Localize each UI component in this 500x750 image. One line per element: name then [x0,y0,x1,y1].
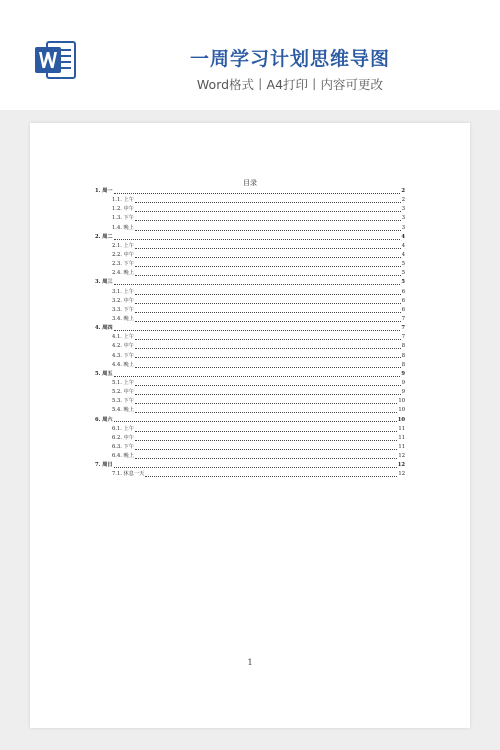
toc-entry-page: 5 [401,270,405,277]
toc-entry-label: 1.3. 下午 [112,215,134,222]
toc-entry-page: 6 [401,288,405,295]
toc-leader-dots [135,431,397,432]
toc-entry-page: 5 [401,261,405,268]
toc-entry-label: 2.4. 晚上 [112,270,134,277]
toc-leader-dots [135,202,401,203]
toc-leader-dots [135,294,401,295]
toc-entry-page: 4 [401,242,405,249]
toc-entry-page: 9 [401,370,405,377]
toc-entry-page: 4 [401,233,405,240]
toc-entry-page: 9 [401,389,405,396]
toc-entry-label: 5.1. 上午 [112,379,134,386]
toc-entry-label: 4. 周四 [95,325,113,332]
toc-leader-dots [135,211,401,212]
toc-heading: 目录 [243,179,257,187]
toc-leader-dots [135,394,401,395]
toc-leader-dots [135,367,401,368]
toc-entry-page: 3 [401,215,405,222]
toc-entry-subsection[interactable] [95,224,405,233]
toc-leader-dots [114,421,397,422]
toc-entry-label: 7. 周日 [95,462,113,469]
toc-leader-dots [135,321,401,322]
toc-entry-label: 5.4. 晚上 [112,407,134,414]
toc-entry-label: 5.3. 下午 [112,398,134,405]
toc-leader-dots [114,376,401,377]
toc-entry-subsection[interactable] [95,269,405,278]
toc-entry-section[interactable] [95,324,405,333]
page-number: 1 [247,658,253,667]
table-of-contents [95,187,405,480]
toc-entry-page: 11 [398,434,405,441]
toc-entry-page: 12 [397,462,405,469]
toc-entry-label: 6.1. 上午 [112,425,134,432]
toc-leader-dots [135,449,397,450]
toc-entry-subsection[interactable] [95,260,405,269]
toc-entry-subsection[interactable] [95,379,405,388]
toc-entry-subsection[interactable] [95,333,405,342]
toc-entry-page: 6 [401,297,405,304]
toc-entry-label: 2. 周二 [95,233,113,240]
toc-entry-subsection[interactable] [95,251,405,260]
toc-leader-dots [135,312,401,313]
toc-entry-page: 8 [401,352,405,359]
toc-entry-page: 2 [401,197,405,204]
toc-entry-section[interactable] [95,278,405,287]
toc-entry-page: 9 [401,379,405,386]
toc-entry-label: 6.3. 下午 [112,443,134,450]
toc-entry-page: 3 [401,224,405,231]
toc-leader-dots [114,467,397,468]
toc-entry-page: 11 [398,443,405,450]
toc-entry-label: 4.3. 下午 [112,352,134,359]
toc-entry-label: 6.2. 中午 [112,434,134,441]
toc-entry-subsection[interactable] [95,425,405,434]
toc-entry-subsection[interactable] [95,388,405,397]
toc-entry-page: 3 [401,206,405,213]
toc-leader-dots [114,330,401,331]
toc-entry-label: 3. 周三 [95,279,113,286]
toc-entry-page: 11 [398,425,405,432]
toc-entry-page: 10 [398,407,405,414]
toc-entry-page: 7 [401,334,405,341]
toc-leader-dots [135,348,401,349]
toc-entry-page: 6 [401,306,405,313]
toc-entry-label: 3.4. 晚上 [112,315,134,322]
toc-entry-page: 4 [401,251,405,258]
header [0,0,500,110]
toc-entry-subsection[interactable] [95,306,405,315]
toc-entry-page: 8 [401,361,405,368]
toc-leader-dots [135,257,401,258]
toc-leader-dots [135,339,401,340]
toc-entry-label: 3.2. 中午 [112,297,134,304]
toc-entry-page: 7 [401,325,405,332]
toc-leader-dots [135,230,401,231]
toc-entry-page: 5 [401,279,405,286]
toc-entry-subsection[interactable] [95,452,405,461]
toc-entry-label: 1. 周一 [95,187,113,194]
toc-leader-dots [135,412,397,413]
toc-entry-page: 10 [398,398,405,405]
toc-leader-dots [114,193,401,194]
toc-leader-dots [135,248,401,249]
toc-entry-label: 3.3. 下午 [112,306,134,313]
toc-leader-dots [135,440,397,441]
toc-entry-page: 10 [397,416,405,423]
toc-entry-page: 7 [401,315,405,322]
toc-leader-dots [135,458,397,459]
toc-entry-subsection[interactable] [95,397,405,406]
toc-entry-subsection[interactable] [95,443,405,452]
toc-entry-subsection[interactable] [95,288,405,297]
toc-entry-section[interactable] [95,461,405,470]
toc-entry-subsection[interactable] [95,352,405,361]
toc-entry-subsection[interactable] [95,242,405,251]
toc-entry-label: 1.1. 上午 [112,197,134,204]
toc-entry-label: 2.3. 下午 [112,261,134,268]
toc-entry-subsection[interactable] [95,470,405,479]
toc-entry-page: 12 [398,471,405,478]
toc-entry-subsection[interactable] [95,196,405,205]
toc-entry-label: 6. 周六 [95,416,113,423]
toc-entry-label: 2.2. 中午 [112,251,134,258]
toc-entry-label: 6.4. 晚上 [112,453,134,460]
toc-entry-subsection[interactable] [95,297,405,306]
toc-leader-dots [145,476,397,477]
toc-entry-label: 4.4. 晚上 [112,361,134,368]
toc-entry-page: 12 [398,453,405,460]
toc-entry-subsection[interactable] [95,214,405,223]
toc-leader-dots [135,385,401,386]
toc-entry-label: 5. 周五 [95,370,113,377]
toc-entry-section[interactable] [95,416,405,425]
toc-leader-dots [135,220,401,221]
toc-leader-dots [114,239,401,240]
toc-leader-dots [114,284,401,285]
toc-entry-page: 2 [401,187,405,194]
toc-leader-dots [135,403,397,404]
toc-entry-subsection[interactable] [95,342,405,351]
toc-entry-subsection[interactable] [95,361,405,370]
toc-entry-label: 3.1. 上午 [112,288,134,295]
toc-entry-label: 1.4. 晚上 [112,224,134,231]
toc-entry-page: 8 [401,343,405,350]
toc-entry-label: 7.1. 休息一天 [112,471,145,478]
document-page [30,123,470,728]
page-title: 一周学习计划思维导图 [189,48,390,70]
toc-leader-dots [135,303,401,304]
toc-entry-label: 4.2. 中午 [112,343,134,350]
toc-entry-subsection[interactable] [95,406,405,415]
toc-entry-subsection[interactable] [95,434,405,443]
toc-entry-section[interactable] [95,187,405,196]
toc-leader-dots [135,266,401,267]
toc-entry-label: 1.2. 中午 [112,206,134,213]
toc-entry-subsection[interactable] [95,315,405,324]
toc-leader-dots [135,357,401,358]
toc-entry-label: 2.1. 上午 [112,242,134,249]
word-icon [33,38,77,82]
toc-leader-dots [135,275,401,276]
toc-entry-label: 5.2. 中午 [112,389,134,396]
toc-entry-section[interactable] [95,233,405,242]
toc-entry-section[interactable] [95,370,405,379]
toc-entry-label: 4.1. 上午 [112,334,134,341]
page-subtitle: Word格式丨A4打印丨内容可更改 [196,77,384,92]
toc-entry-subsection[interactable] [95,205,405,214]
